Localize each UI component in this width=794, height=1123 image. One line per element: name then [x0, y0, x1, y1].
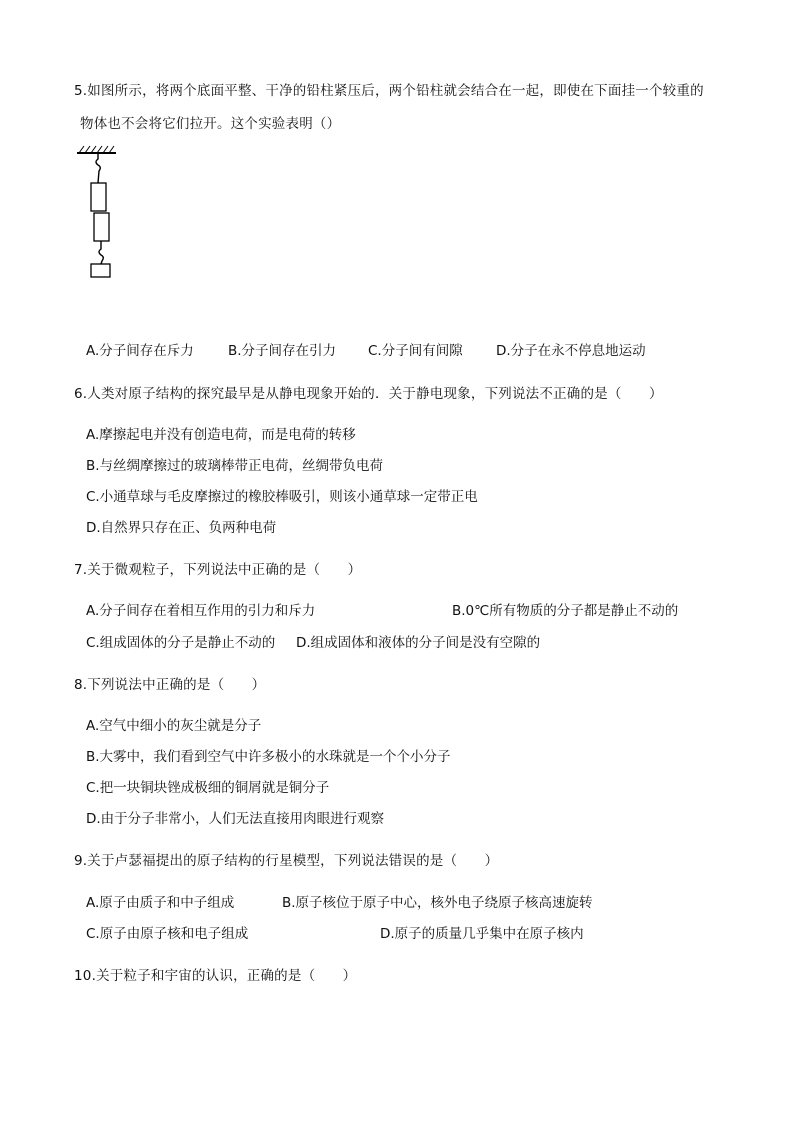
q8-option-c: C.把一块铜块锉成极细的铜屑就是铜分子	[86, 780, 330, 796]
q7-stem: 7.关于微观粒子，下列说法中正确的是（ ）	[74, 562, 362, 578]
q5-option-c: C.分子间有间隙	[368, 343, 463, 359]
q7-option-c: C.组成固体的分子是静止不动的	[86, 635, 276, 651]
q9-stem: 9.关于卢瑟福提出的原子结构的行星模型，下列说法错误的是（ ）	[74, 853, 499, 869]
lead-cylinder-figure	[74, 145, 124, 285]
q10-stem: 10.关于粒子和宇宙的认识，正确的是（ ）	[74, 968, 357, 984]
q7-option-a: A.分子间存在着相互作用的引力和斥力	[86, 603, 316, 619]
q7-option-b: B.0℃所有物质的分子都是静止不动的	[452, 603, 679, 619]
q5-stem-line2: 物体也不会将它们拉开。这个实验表明（）	[80, 116, 341, 132]
q8-option-a: A.空气中细小的灰尘就是分子	[86, 718, 262, 734]
q6-stem: 6.人类对原子结构的探究最早是从静电现象开始的．关于静电现象，下列说法不正确的是（ ）	[74, 386, 663, 402]
q6-option-a: A.摩擦起电并没有创造电荷，而是电荷的转移	[86, 427, 356, 443]
q5-stem-line1: 5.如图所示，将两个底面平整、干净的铅柱紧压后，两个铅柱就会结合在一起，即使在下面挂一个较重的	[74, 83, 704, 99]
q9-option-c: C.原子由原子核和电子组成	[86, 926, 249, 942]
q6-option-c: C.小通草球与毛皮摩擦过的橡胶棒吸引，则该小通草球一定带正电	[86, 489, 478, 505]
q9-option-d: D.原子的质量几乎集中在原子核内	[380, 926, 584, 942]
q8-option-b: B.大雾中，我们看到空气中许多极小的水珠就是一个个小分子	[86, 749, 451, 765]
hanging-lead-cylinders-diagram	[74, 145, 124, 285]
q9-option-b: B.原子核位于原子中心，核外电子绕原子核高速旋转	[282, 895, 593, 911]
q9-option-a: A.原子由质子和中子组成	[86, 895, 235, 911]
q5-option-d: D.分子在永不停息地运动	[496, 343, 646, 359]
q6-option-b: B.与丝绸摩擦过的玻璃棒带正电荷，丝绸带负电荷	[86, 458, 384, 474]
q5-option-b: B.分子间存在引力	[228, 343, 337, 359]
q8-stem: 8.下列说法中正确的是（ ）	[74, 677, 266, 693]
q8-option-d: D.由于分子非常小，人们无法直接用肉眼进行观察	[86, 811, 385, 827]
q5-option-a: A.分子间存在斥力	[86, 343, 194, 359]
q7-option-d: D.组成固体和液体的分子间是没有空隙的	[296, 635, 541, 651]
q6-option-d: D.自然界只存在正、负两种电荷	[86, 520, 277, 536]
